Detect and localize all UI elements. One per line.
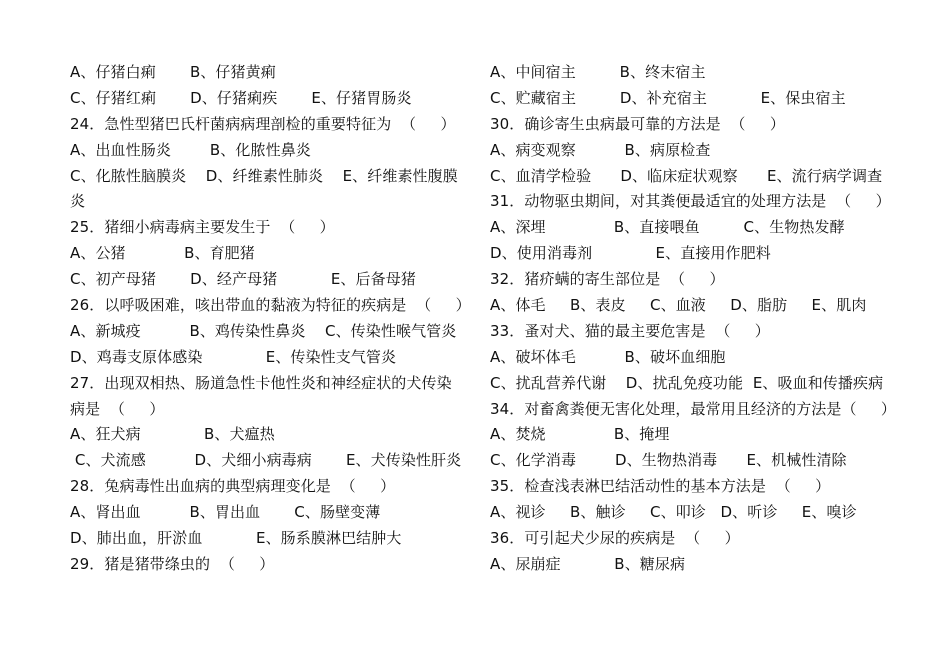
text-line: A、出血性肠炎 B、化脓性鼻炎 [70, 140, 311, 159]
text-line: D、肺出血，肝淤血 E、肠系膜淋巴结肿大 [70, 529, 402, 548]
question-27: 27．出现双相热、肠道急性卡他性炎和神经症状的犬传染 [70, 373, 452, 392]
text-line: A、破坏体毛 B、破坏血细胞 [490, 347, 726, 366]
text-line: 病是 （ ） [70, 399, 165, 418]
question-24: 24．急性型猪巴氏杆菌病病理剖检的重要特征为 （ ） [70, 114, 456, 133]
text-line: A、仔猪白痢 B、仔猪黄痢 [70, 63, 276, 81]
question-26: 26．以呼吸困难，咳出带血的黏液为特征的疾病是 （ ） [70, 296, 471, 315]
text-line: A、中间宿主 B、终末宿主 [490, 63, 706, 81]
text-line: A、尿崩症 B、糖尿病 [490, 554, 686, 573]
question-29: 29．猪是猪带绦虫的 （ ） [70, 554, 275, 573]
text-line: C、扰乱营养代谢 D、扰乱免疫功能 E、吸血和传播疾病 [490, 373, 884, 392]
question-36: 36．可引起犬少尿的疾病是 （ ） [490, 529, 740, 548]
text-line: C、血清学检验 D、临床症状观察 E、流行病学调查 [490, 166, 883, 185]
question-32: 32．猪疥螨的寄生部位是 （ ） [490, 270, 725, 289]
question-35: 35．检查浅表淋巴结活动性的基本方法是 （ ） [490, 477, 831, 496]
text-line: C、犬流感 D、犬细小病毒病 E、犬传染性肝炎 [70, 451, 462, 470]
text-line: A、体毛 B、表皮 C、血液 D、脂肪 E、肌肉 [490, 296, 867, 315]
text-line: A、视诊 B、触诊 C、叩诊 D、听诊 E、嗅诊 [490, 503, 857, 522]
question-34: 34．对畜禽粪便无害化处理，最常用且经济的方法是（ ） [490, 399, 897, 418]
text-line: A、深埋 B、直接喂鱼 C、生物热发酵 [490, 218, 845, 237]
question-30: 30．确诊寄生虫病最可靠的方法是 （ ） [490, 114, 785, 133]
question-31: 31．动物驱虫期间，对其粪便最适宜的处理方法是 （ ） [490, 192, 891, 211]
text-line: A、焚烧 B、掩埋 [490, 425, 670, 444]
text-line: A、狂犬病 B、犬瘟热 [70, 425, 275, 444]
text-line: C、初产母猪 D、经产母猪 E、后备母猪 [70, 270, 416, 289]
text-line: A、病变观察 B、病原检查 [490, 140, 711, 159]
text-line: C、贮藏宿主 D、补充宿主 E、保虫宿主 [490, 88, 846, 107]
text-line: D、使用消毒剂 E、直接用作肥料 [490, 244, 771, 263]
text-line: D、鸡毒支原体感染 E、传染性支气管炎 [70, 347, 397, 366]
right-column [490, 60, 897, 578]
question-33: 33．蚤对犬、猫的最主要危害是 （ ） [490, 321, 770, 340]
text-line: C、仔猪红痢 D、仔猪痢疾 E、仔猪胃肠炎 [70, 88, 412, 107]
text-line: C、化脓性脑膜炎 D、纤维素性肺炎 E、纤维素性腹膜 [70, 166, 458, 185]
text-line: A、公猪 B、育肥猪 [70, 244, 255, 263]
question-28: 28．兔病毒性出血病的典型病理变化是 （ ） [70, 477, 396, 496]
text-line: 炎 [70, 192, 86, 211]
text-line: A、肾出血 B、胃出血 C、肠壁变薄 [70, 503, 381, 522]
text-line: C、化学消毒 D、生物热消毒 E、机械性清除 [490, 451, 847, 470]
question-25: 25．猪细小病毒病主要发生于 （ ） [70, 218, 335, 237]
text-line: A、新城疫 B、鸡传染性鼻炎 C、传染性喉气管炎 [70, 321, 457, 340]
left-column [70, 60, 470, 578]
